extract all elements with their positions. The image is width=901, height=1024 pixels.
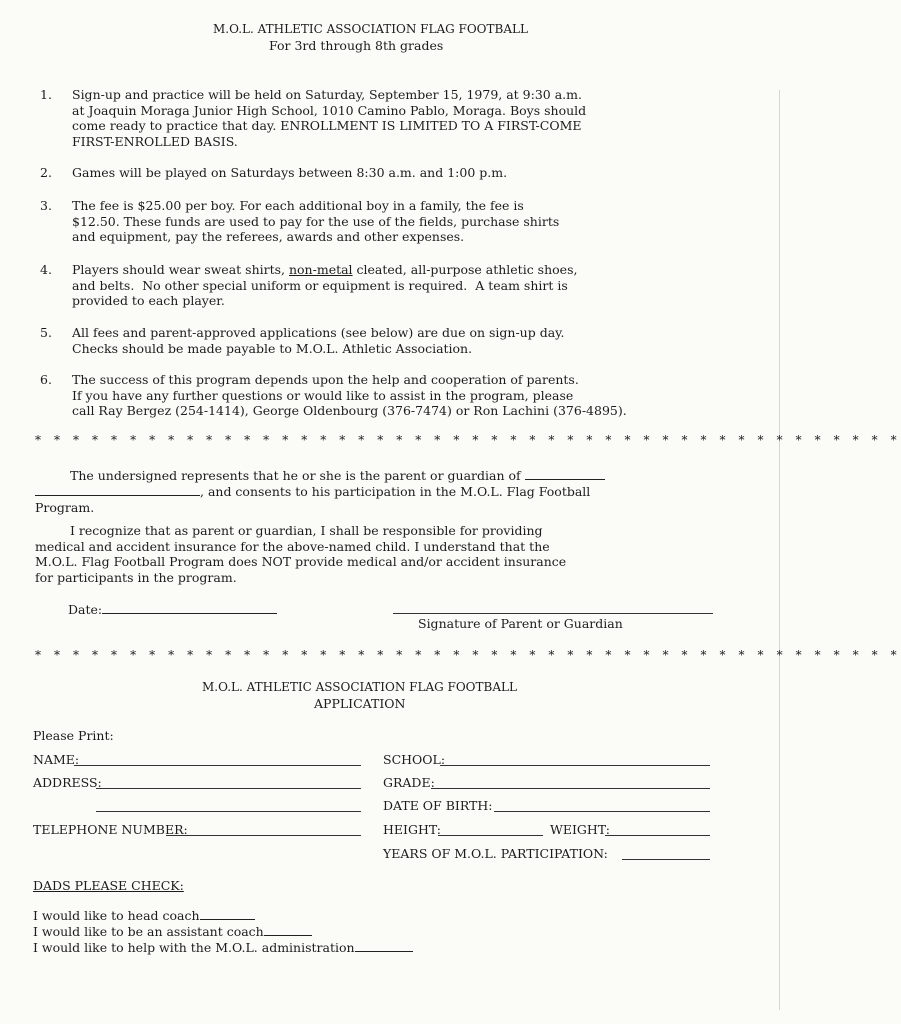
weight-label: WEIGHT: bbox=[550, 822, 610, 837]
years-label: YEARS OF M.O.L. PARTICIPATION: bbox=[383, 846, 608, 861]
item-number: 6. bbox=[40, 372, 52, 387]
height-label: HEIGHT: bbox=[383, 822, 441, 837]
date-field bbox=[68, 602, 277, 618]
page-title: M.O.L. ATHLETIC ASSOCIATION FLAG FOOTBALL bbox=[213, 22, 528, 36]
item-text bbox=[72, 262, 752, 309]
dob-label: DATE OF BIRTH: bbox=[383, 798, 493, 813]
star-divider: * * * * * * * * * * * * * * * * * * * * * * * * * * * * * * * * * * * * * * * * * * * * * * bbox=[35, 648, 901, 662]
date-blank[interactable] bbox=[102, 603, 277, 614]
item-text: All fees and parent-approved applications (see below) are due on sign-up day. Checks should be made payable to M.O.L. Athletic Association. bbox=[72, 325, 565, 356]
item-number: 4. bbox=[40, 262, 52, 277]
school-field[interactable] bbox=[440, 765, 710, 766]
option-checkbox-line[interactable] bbox=[264, 925, 312, 936]
star-divider: * * * * * * * * * * * * * * * * * * * * * * * * * * * * * * * * * * * * * * * * * * * * * * bbox=[35, 433, 901, 447]
name-label: NAME: bbox=[33, 752, 80, 767]
item-text: Sign-up and practice will be held on Saturday, September 15, 1979, at 9:30 a.m. at Joaquin Moraga Junior High School, 1010 Camino Pablo, Moraga. Boys should come ready to practice that day. ENROLLMENT IS LIMITED TO A FIRST-COME FIRST-ENROLLED BASIS. bbox=[72, 87, 587, 149]
item-number: 1. bbox=[40, 87, 52, 102]
option-checkbox-line[interactable] bbox=[200, 909, 255, 920]
telephone-label: TELEPHONE NUMBER: bbox=[33, 822, 188, 837]
child-name-blank[interactable] bbox=[525, 469, 605, 480]
item-text: Games will be played on Saturdays between 8:30 a.m. and 1:00 p.m. bbox=[72, 165, 508, 180]
page-subtitle: For 3rd through 8th grades bbox=[269, 38, 444, 53]
school-label: SCHOOL: bbox=[383, 752, 446, 767]
grade-field[interactable] bbox=[431, 788, 710, 789]
address-field-line-2[interactable] bbox=[96, 811, 361, 812]
item-number: 2. bbox=[40, 165, 52, 180]
telephone-field[interactable] bbox=[166, 835, 361, 836]
name-field[interactable] bbox=[74, 765, 361, 766]
item-text-part: and belts. No other special uniform or equipment is required. A team shirt is provided to each player. bbox=[72, 277, 568, 308]
item-text: The fee is $25.00 per boy. For each additional boy in a family, the fee is $12.50. These funds are used to pay for the use of the fields, purchase shirts and equipment, pay the referees, awards and other expenses. bbox=[72, 198, 560, 244]
option-administration bbox=[33, 940, 413, 956]
consent-text: The undersigned represents that he or she is the parent or guardian of bbox=[70, 468, 521, 483]
child-name-blank-cont[interactable] bbox=[35, 485, 200, 496]
option-assistant-coach bbox=[33, 924, 312, 940]
please-print-label: Please Print: bbox=[33, 728, 114, 743]
address-field[interactable] bbox=[96, 788, 361, 789]
address-label: ADDRESS: bbox=[33, 775, 102, 790]
consent-text: , and consents to his participation in the M.O.L. Flag Football bbox=[200, 484, 591, 499]
item-text-part: cleated, all-purpose athletic shoes, bbox=[352, 262, 578, 277]
dob-field[interactable] bbox=[494, 811, 710, 812]
item-number: 5. bbox=[40, 325, 52, 340]
item-text-part: Players should wear sweat shirts, bbox=[72, 262, 289, 277]
height-field[interactable] bbox=[438, 835, 543, 836]
application-subtitle: APPLICATION bbox=[314, 696, 406, 711]
page-edge-shadow bbox=[779, 90, 780, 1010]
consent-line-2 bbox=[35, 484, 590, 500]
item-text: The success of this program depends upon the help and cooperation of parents. If you have any further questions or would like to assist in the program, please call Ray Bergez (254-1414), George Oldenbourg (376-7474) or Ron Lachini (376-4895). bbox=[72, 372, 627, 418]
option-checkbox-line[interactable] bbox=[355, 941, 413, 952]
underlined-text: non-metal bbox=[288, 262, 353, 277]
insurance-paragraph: I recognize that as parent or guardian, I shall be responsible for providing medical and accident insurance for the above-named child. I understand that the M.O.L. Flag Football Program does NOT provide medical and/or accident insurance for participants in the program. bbox=[35, 523, 567, 585]
signature-line[interactable] bbox=[393, 613, 713, 614]
signature-label: Signature of Parent or Guardian bbox=[418, 616, 623, 631]
consent-line-1 bbox=[70, 468, 605, 484]
item-number: 3. bbox=[40, 198, 52, 213]
grade-label: GRADE: bbox=[383, 775, 435, 790]
option-head-coach bbox=[33, 908, 255, 924]
weight-field[interactable] bbox=[605, 835, 710, 836]
option-label: I would like to head coach bbox=[33, 908, 200, 923]
option-label: I would like to help with the M.O.L. administration bbox=[33, 940, 355, 955]
consent-line-3: Program. bbox=[35, 500, 95, 515]
dads-check-heading: DADS PLEASE CHECK: bbox=[33, 878, 184, 893]
date-label: Date: bbox=[68, 602, 103, 617]
option-label: I would like to be an assistant coach bbox=[33, 924, 264, 939]
application-title: M.O.L. ATHLETIC ASSOCIATION FLAG FOOTBALL bbox=[202, 680, 517, 694]
years-field[interactable] bbox=[622, 859, 710, 860]
